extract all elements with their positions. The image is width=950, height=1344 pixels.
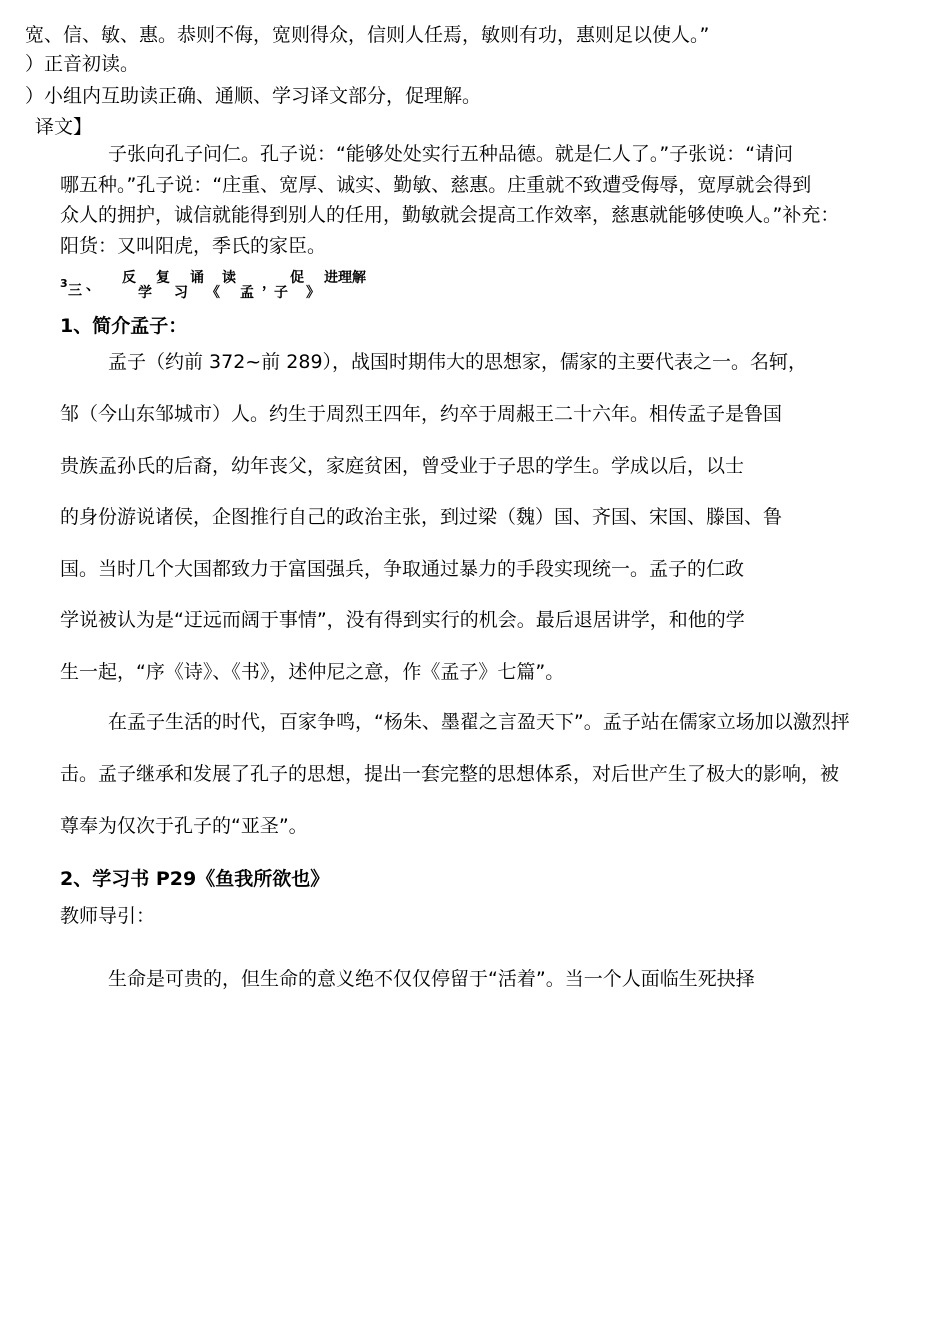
text-line: 邹（今山东邹城市）人。约生于周烈王四年，约卒于周赧王二十六年。相传孟子是鲁国 — [60, 403, 783, 425]
section-heading: 1、简介孟子： — [60, 315, 188, 337]
document-page: 宽、信、敏、惠。恭则不侮，宽则得众，信则人任焉，敏则有功，惠则足以使人。” ）正音初读。 ）小组内互助读正确、通顺、学习译文部分，促理解。 译文】 子张向孔子问仁。孔子说：“能够处处实行五种品德。就是仁人了。”子张说：“请问 哪五种。”孔子说：“庄重、宽厚、诚实、勤敏、慈惠。庄重就不致遭受侮辱，宽厚就会得到 众人的拥护，诚信就能得到别人的任用，勤敏就会提高工作效率，慈惠就能够使唤人。”补充： 阳货：又叫阳虎，季氏的家臣。 3 三 、 反 学 复 习 诵 《 读 孟 ， 子 促 》 进理解 1、简介孟子： 孟子（约前 372~前 289），战国时期伟大的思想家，儒家的主要代表之一。名轲， 邹（今山东邹城市）人。约生于周烈王四年，约卒于周赧王二十六年。相传孟子是鲁国 贵族孟孙氏的后裔，幼年丧父，家庭贫困，曾受业于子思的学生。学成以后，以士 的身份游说诸侯，企图推行自己的政治主张，到过梁（魏）国、齐国、宋国、滕国、鲁 国。当时几个大国都致力于富国强兵，争取通过暴力的手段实现统一。孟子的仁政 学说被认为是“迂远而阔于事情”，没有得到实行的机会。最后退居讲学，和他的学 生一起，“序《诗》、《书》，述仲尼之意，作《孟子》七篇”。 在孟子生活的时代，百家争鸣，“杨朱、墨翟之言盈天下”。孟子站在儒家立场加以激烈抨 击。孟子继承和发展了孔子的思想，提出一套完整的思想体系，对后世产生了极大的影响，被 尊奉为仅次于孔子的“亚圣”。 2、学习书 P29《鱼我所欲也》 教师导引： 生命是可贵的，但生命的意义绝不仅仅停留于“活着”。当一个人面临生死抉择 — [25, 24, 850, 990]
text-line: 尊奉为仅次于孔子的“亚圣”。 — [60, 815, 308, 837]
text-line: 击。孟子继承和发展了孔子的思想，提出一套完整的思想体系，对后世产生了极大的影响，被 — [60, 763, 840, 785]
text-line: 阳货：又叫阳虎，季氏的家臣。 — [60, 235, 327, 257]
text-line: 宽、信、敏、惠。恭则不侮，宽则得众，信则人任焉，敏则有功，惠则足以使人。” — [25, 24, 710, 46]
section-heading: 2、学习书 P29《鱼我所欲也》 — [60, 868, 330, 890]
text-line: ）正音初读。 — [25, 53, 140, 75]
text-line: ）小组内互助读正确、通顺、学习译文部分，促理解。 — [25, 85, 482, 107]
text-line: 教师导引： — [60, 905, 156, 927]
text-line: 在孟子生活的时代，百家争鸣，“杨朱、墨翟之言盈天下”。孟子站在儒家立场加以激烈抨 — [108, 711, 850, 733]
text-line: 孟子（约前 372~前 289），战国时期伟大的思想家，儒家的主要代表之一。名轲， — [108, 351, 808, 373]
text-line: 哪五种。”孔子说：“庄重、宽厚、诚实、勤敏、慈惠。庄重就不致遭受侮辱，宽厚就会得到 — [60, 174, 812, 196]
text-line: 生一起，“序《诗》、《书》，述仲尼之意，作《孟子》七篇”。 — [60, 661, 565, 683]
text-line: 的身份游说诸侯，企图推行自己的政治主张，到过梁（魏）国、齐国、宋国、滕国、鲁 — [60, 506, 783, 528]
text-line: 贵族孟孙氏的后裔，幼年丧父，家庭贫困，曾受业于子思的学生。学成以后，以士 — [60, 455, 745, 477]
text-line: 国。当时几个大国都致力于富国强兵，争取通过暴力的手段实现统一。孟子的仁政 — [60, 558, 745, 580]
section-label: 译文】 — [35, 116, 93, 138]
text-line: 子张向孔子问仁。孔子说：“能够处处实行五种品德。就是仁人了。”子张说：“请问 — [108, 143, 794, 165]
text-line: 学说被认为是“迂远而阔于事情”，没有得到实行的机会。最后退居讲学，和他的学 — [60, 609, 745, 631]
text-line: 生命是可贵的，但生命的意义绝不仅仅停留于“活着”。当一个人面临生死抉择 — [108, 968, 755, 990]
text-line: 众人的拥护，诚信就能得到别人的任用，勤敏就会提高工作效率，慈惠就能够使唤人。”补充： — [60, 204, 840, 226]
